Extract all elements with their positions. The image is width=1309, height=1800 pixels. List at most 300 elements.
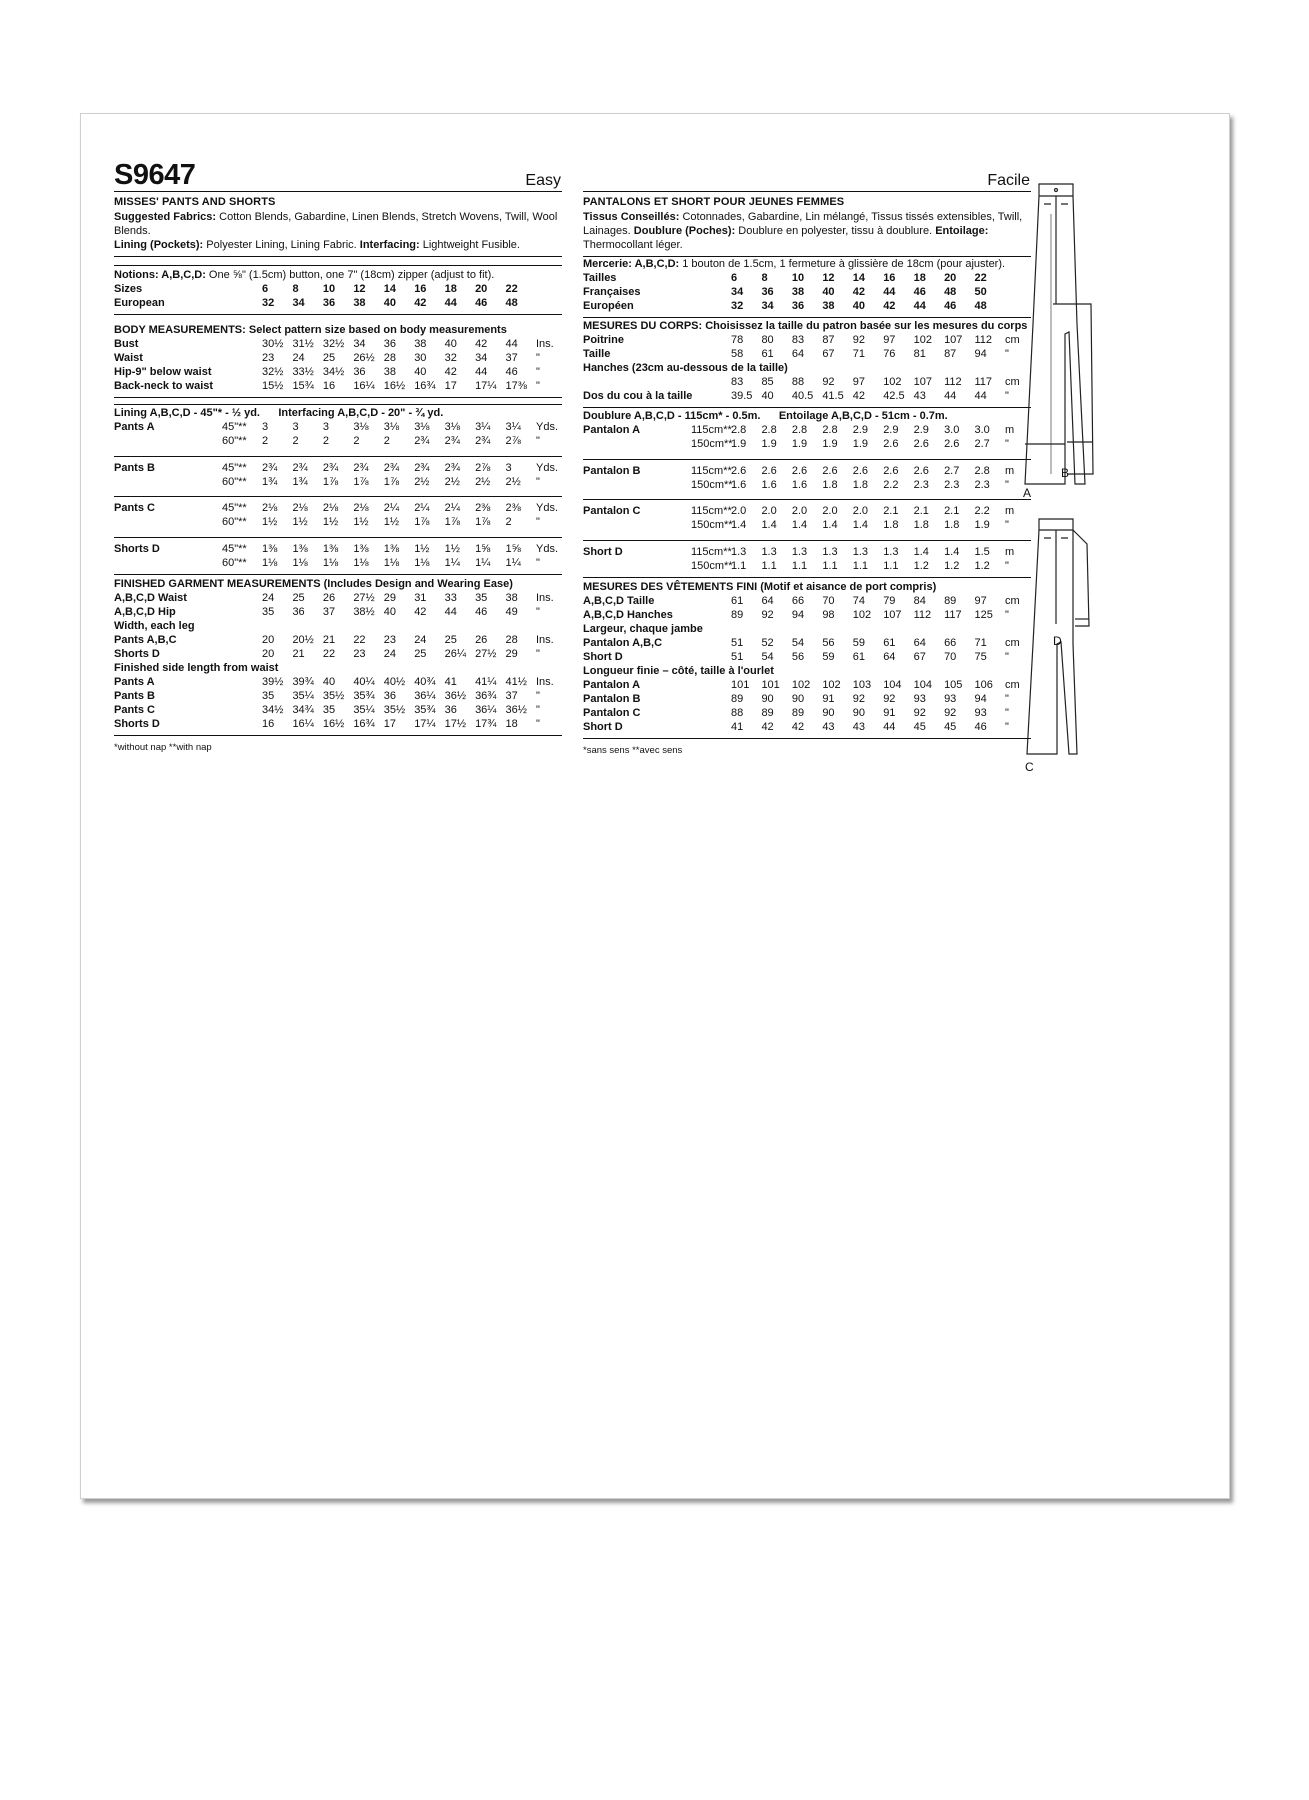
value-cell: 39½ xyxy=(262,675,284,688)
value-cell: 83 xyxy=(791,334,805,346)
fabrics-text: Cotton Blends, Gabardine, Linen Blends, Stretch Wovens, Twill, Wool Blends. xyxy=(114,211,558,237)
row-label: Short D xyxy=(583,650,623,663)
value-cell: 42 xyxy=(414,297,427,309)
value-cell: 44 xyxy=(944,390,957,402)
value-cell: 2¾ xyxy=(414,461,430,474)
unit-cell: " xyxy=(1005,519,1009,531)
value-cell: 2.3 xyxy=(913,478,929,491)
notions-text: One ⅝" (1.5cm) button, one 7" (18cm) zipper (adjust to fit). xyxy=(208,269,495,281)
value-cell: 43 xyxy=(852,720,865,733)
table-row xyxy=(583,650,1031,664)
row-label: Short D xyxy=(583,720,623,733)
value-cell: 2.6 xyxy=(731,464,747,477)
value-cell: 102 xyxy=(791,678,811,691)
value-cell: 1.2 xyxy=(944,559,960,572)
row-sub-label: 60"** xyxy=(222,516,247,528)
value-cell: 36½ xyxy=(505,703,527,716)
row-sub-label xyxy=(222,337,262,351)
value-cell: 1⅞ xyxy=(353,475,369,488)
unit-cell: " xyxy=(1005,438,1009,450)
value-cell: 2 xyxy=(262,435,269,447)
value-cell: 61 xyxy=(852,650,865,663)
table-row xyxy=(583,423,1031,437)
value-cell: 1¾ xyxy=(292,475,308,488)
value-cell: 1⅜ xyxy=(262,542,278,555)
value-cell: 38 xyxy=(383,366,396,378)
value-cell: 24 xyxy=(383,647,396,660)
value-cell: 25 xyxy=(414,647,427,660)
value-cell: 2.3 xyxy=(974,478,990,491)
value-cell: 2¾ xyxy=(322,461,339,474)
value-cell: 92 xyxy=(852,334,865,346)
value-cell: 81 xyxy=(913,348,926,360)
finished-table-fr xyxy=(583,594,1031,734)
value-cell: 44 xyxy=(974,390,987,402)
unit-cell: " xyxy=(536,352,540,364)
value-cell: 40½ xyxy=(383,675,406,688)
value-cell: 42 xyxy=(761,720,774,733)
value-cell: 1.8 xyxy=(944,519,960,531)
value-cell: 43 xyxy=(913,390,926,402)
row-sub-label xyxy=(691,678,731,692)
value-cell: 1⅝ xyxy=(505,542,521,555)
value-cell: 61 xyxy=(731,594,744,607)
subheading-row xyxy=(583,664,1031,678)
table-row xyxy=(583,299,1031,313)
value-cell: 1½ xyxy=(292,516,308,528)
value-cell: 43 xyxy=(822,720,835,733)
value-cell: 15½ xyxy=(262,380,284,392)
body-heading-fr: MESURES DU CORPS: Choisissez la taille du patron basée sur les mesures du corps xyxy=(583,320,1028,332)
value-cell: 3⅛ xyxy=(353,421,369,433)
value-cell: 1.9 xyxy=(974,519,990,531)
value-cell: 46 xyxy=(475,605,488,618)
interfacing-yardage: Interfacing A,B,C,D - 20" - ¾ yd. xyxy=(278,407,444,419)
row-label xyxy=(114,475,222,489)
value-cell: 64 xyxy=(791,348,805,360)
unit-cell: cm xyxy=(1005,594,1020,607)
value-cell: 1⅜ xyxy=(353,542,369,555)
row-label: Back-neck to waist xyxy=(114,380,214,392)
unit-cell: Ins. xyxy=(536,675,554,688)
table-row xyxy=(583,478,1031,492)
value-cell: 1⅞ xyxy=(383,475,400,488)
value-cell: 2.9 xyxy=(852,424,869,436)
unit-cell: " xyxy=(1005,559,1009,572)
value-cell: 1½ xyxy=(262,516,278,528)
value-cell: 2 xyxy=(505,516,512,528)
value-cell: 42 xyxy=(475,338,488,350)
view-c-drawing xyxy=(1027,519,1077,754)
unit-cell: cm xyxy=(1005,678,1020,691)
row-subheading: Largeur, chaque jambe xyxy=(583,622,703,635)
value-cell: 40 xyxy=(822,286,835,298)
view-d-label: D xyxy=(1053,634,1062,648)
value-cell: 1¼ xyxy=(444,556,460,569)
value-cell: 92 xyxy=(852,692,865,705)
row-sub-label: 115cm** xyxy=(691,545,732,558)
value-cell: 49 xyxy=(505,605,518,618)
row-sub-label: 150cm** xyxy=(691,478,733,491)
row-label: Hip-9" below waist xyxy=(114,366,212,378)
table-row xyxy=(114,633,562,647)
value-cell: 24 xyxy=(262,591,275,604)
table-row xyxy=(583,608,1031,622)
value-cell: 71 xyxy=(974,636,987,649)
value-cell: 92 xyxy=(822,376,835,388)
unit-cell: m xyxy=(1005,424,1015,436)
value-cell: 112 xyxy=(913,608,932,621)
value-cell: 1.9 xyxy=(822,438,838,450)
fabric-info xyxy=(114,192,562,257)
row-label: Pantalon A,B,C xyxy=(583,636,663,649)
value-cell: 97 xyxy=(852,376,865,388)
difficulty-label: Easy xyxy=(525,172,561,189)
value-cell: 16 xyxy=(414,283,427,295)
unit-cell: cm xyxy=(1005,334,1020,346)
row-label: Pantalon B xyxy=(583,464,641,477)
value-cell: 2½ xyxy=(505,475,521,488)
value-cell: 1.4 xyxy=(761,519,777,531)
value-cell: 102 xyxy=(822,678,841,691)
value-cell: 1¼ xyxy=(505,556,521,569)
value-cell: 1⅜ xyxy=(292,542,308,555)
unit-cell: m xyxy=(1005,464,1015,477)
value-cell: 2½ xyxy=(414,475,430,488)
row-label xyxy=(583,518,691,532)
value-cell: 36 xyxy=(322,297,336,309)
value-cell: 79 xyxy=(883,594,896,607)
unit-cell: Ins. xyxy=(536,633,554,646)
value-cell: 1½ xyxy=(353,516,369,528)
value-cell: 21 xyxy=(322,633,336,646)
value-cell: 46 xyxy=(475,297,488,309)
table-row xyxy=(114,337,562,351)
value-cell: 35½ xyxy=(322,689,345,702)
value-cell: 76 xyxy=(883,348,896,360)
value-cell: 2.6 xyxy=(852,464,869,477)
row-sub-label xyxy=(222,689,262,703)
value-cell: 104 xyxy=(913,678,932,691)
value-cell: 2.8 xyxy=(822,424,838,436)
value-cell: 1.1 xyxy=(852,559,869,572)
row-sub-label: 45"** xyxy=(222,502,247,514)
unit-cell: " xyxy=(536,703,540,716)
value-cell: 1½ xyxy=(444,542,460,555)
value-cell: 39¾ xyxy=(292,675,314,688)
value-cell: 23 xyxy=(383,633,396,646)
row-sub-label: 150cm** xyxy=(691,519,733,531)
value-cell: 27½ xyxy=(353,591,375,604)
value-cell: 2.1 xyxy=(913,505,929,517)
value-cell: 3 xyxy=(322,421,329,433)
value-cell: 1.6 xyxy=(791,478,808,491)
value-cell: 42.5 xyxy=(883,390,905,402)
value-cell: 59 xyxy=(852,636,865,649)
row-label: Pantalon C xyxy=(583,706,641,719)
row-sub-label xyxy=(691,636,731,650)
value-cell: 32 xyxy=(444,352,457,364)
unit-cell: " xyxy=(1005,720,1009,733)
value-cell: 97 xyxy=(883,334,896,346)
value-cell: 46 xyxy=(944,300,957,312)
table-row xyxy=(114,703,562,717)
value-cell: 105 xyxy=(944,678,963,691)
size-table-fr xyxy=(583,271,1031,313)
fabrics-label-fr: Tissus Conseillés: xyxy=(583,211,680,223)
value-cell: 31½ xyxy=(292,338,314,350)
row-sub-label xyxy=(691,594,731,608)
table-row xyxy=(114,282,562,296)
interfacing-yardage-fr: Entoilage A,B,C,D - 51cm - 0.7m. xyxy=(778,410,948,422)
value-cell: 39.5 xyxy=(731,390,753,402)
value-cell: 90 xyxy=(852,706,865,719)
value-cell: 1⅛ xyxy=(383,556,400,569)
value-cell: 91 xyxy=(883,706,896,719)
value-cell: 1⅜ xyxy=(383,542,400,555)
value-cell: 52 xyxy=(761,636,774,649)
row-sub-label xyxy=(222,591,262,605)
unit-cell: Ins. xyxy=(536,338,554,350)
value-cell: 1.3 xyxy=(852,545,869,558)
value-cell: 20 xyxy=(262,633,275,646)
spacer-row xyxy=(583,532,1031,540)
value-cell: 22 xyxy=(505,283,518,295)
unit-cell: m xyxy=(1005,505,1015,517)
value-cell: 40 xyxy=(444,338,457,350)
value-cell: 35¼ xyxy=(292,689,314,702)
value-cell: 35¾ xyxy=(414,703,436,716)
value-cell: 12 xyxy=(353,283,366,295)
unit-cell: " xyxy=(1005,348,1009,360)
table-row xyxy=(583,285,1031,299)
value-cell: 89 xyxy=(944,594,957,607)
value-cell: 71 xyxy=(852,348,865,360)
table-row xyxy=(114,501,562,515)
value-cell: 46 xyxy=(913,286,926,298)
garment-title-fr: PANTALONS ET SHORT POUR JEUNES FEMMES xyxy=(583,196,845,208)
table-row xyxy=(583,437,1031,451)
row-label: Taille xyxy=(583,348,611,360)
value-cell: 23 xyxy=(353,647,366,660)
row-sub-label: 45"** xyxy=(222,461,247,474)
value-cell: 15¾ xyxy=(292,380,314,392)
subheading-row xyxy=(583,361,1031,375)
value-cell: 78 xyxy=(731,334,744,346)
value-cell: 42 xyxy=(852,390,865,402)
table-row xyxy=(114,296,562,310)
value-cell: 37 xyxy=(505,689,518,702)
value-cell: 30½ xyxy=(262,338,284,350)
value-cell: 29 xyxy=(383,591,396,604)
value-cell: 40 xyxy=(761,390,774,402)
value-cell: 16¾ xyxy=(353,717,375,730)
row-label: A,B,C,D Waist xyxy=(114,591,187,604)
value-cell: 12 xyxy=(822,272,835,284)
table-row xyxy=(583,706,1031,720)
value-cell: 2¾ xyxy=(444,461,460,474)
value-cell: 54 xyxy=(791,636,805,649)
spacer-row xyxy=(114,529,562,537)
value-cell: 2.1 xyxy=(944,505,960,517)
value-cell: 93 xyxy=(944,692,957,705)
value-cell: 1.3 xyxy=(883,545,899,558)
row-sub-label xyxy=(222,351,262,365)
value-cell: 3¼ xyxy=(475,421,491,433)
pattern-envelope-back xyxy=(80,113,1230,1499)
value-cell: 45 xyxy=(913,720,926,733)
value-cell: 2⅛ xyxy=(262,502,278,514)
unit-cell: cm xyxy=(1005,636,1020,649)
unit-cell: cm xyxy=(1005,376,1020,388)
value-cell: 40 xyxy=(322,675,336,688)
unit-cell: " xyxy=(1005,478,1009,491)
body-table xyxy=(114,337,562,393)
table-row xyxy=(583,594,1031,608)
row-sub-label: 45"** xyxy=(222,421,247,433)
unit-cell: " xyxy=(1005,608,1009,621)
value-cell: 101 xyxy=(761,678,780,691)
value-cell: 25 xyxy=(292,591,305,604)
row-label: Européen xyxy=(583,300,634,312)
value-cell: 64 xyxy=(913,636,926,649)
table-row xyxy=(583,504,1031,518)
value-cell: 16¾ xyxy=(414,380,436,392)
difficulty-label-fr: Facile xyxy=(987,172,1030,189)
value-cell: 20½ xyxy=(292,633,314,646)
value-cell: 1½ xyxy=(383,516,400,528)
value-cell: 31 xyxy=(414,591,427,604)
row-label xyxy=(114,515,222,529)
value-cell: 1⅛ xyxy=(414,556,430,569)
row-sub-label: 60"** xyxy=(222,475,247,488)
value-cell: 16¼ xyxy=(292,717,314,730)
row-label: Shorts D xyxy=(114,717,160,730)
value-cell: 2.9 xyxy=(883,424,899,436)
table-row xyxy=(114,461,562,475)
row-subheading: Hanches (23cm au-dessous de la taille) xyxy=(583,362,788,374)
value-cell: 8 xyxy=(761,272,768,284)
table-row xyxy=(583,271,1031,285)
table-row xyxy=(583,545,1031,559)
value-cell: 40 xyxy=(852,300,865,312)
value-cell: 89 xyxy=(791,706,805,719)
value-cell: 36¼ xyxy=(414,689,436,702)
value-cell: 54 xyxy=(761,650,774,663)
view-a-label: A xyxy=(1023,486,1032,500)
value-cell: 22 xyxy=(322,647,336,660)
english-header xyxy=(114,160,562,192)
table-row xyxy=(583,692,1031,706)
value-cell: 40 xyxy=(383,605,396,618)
value-cell: 25 xyxy=(322,352,336,364)
value-cell: 40¼ xyxy=(353,675,375,688)
value-cell: 16¼ xyxy=(353,380,375,392)
value-cell: 38½ xyxy=(353,605,375,618)
row-sub-label xyxy=(691,650,731,664)
value-cell: 41½ xyxy=(505,675,527,688)
value-cell: 1.3 xyxy=(822,545,838,558)
spacer-row xyxy=(114,448,562,456)
value-cell: 3⅛ xyxy=(414,421,430,433)
value-cell: 32½ xyxy=(262,366,284,378)
value-cell: 36 xyxy=(761,286,774,298)
value-cell: 2.7 xyxy=(944,464,960,477)
row-sub-label xyxy=(691,285,731,299)
value-cell: 92 xyxy=(913,706,926,719)
body-table-fr xyxy=(583,333,1031,403)
unit-cell: " xyxy=(536,516,540,528)
value-cell: 87 xyxy=(822,334,835,346)
row-label: Shorts D xyxy=(114,647,160,660)
row-sub-label xyxy=(691,720,731,734)
unit-cell xyxy=(536,282,562,296)
lining-label: Lining (Pockets): xyxy=(114,239,204,251)
value-cell: 34 xyxy=(761,300,774,312)
value-cell: 85 xyxy=(761,376,774,388)
row-label: Tailles xyxy=(583,272,617,284)
value-cell: 1⅞ xyxy=(322,475,339,488)
value-cell: 1.8 xyxy=(913,519,929,531)
row-sub-label xyxy=(691,608,731,622)
value-cell: 2¾ xyxy=(292,461,308,474)
value-cell: 2½ xyxy=(444,475,460,488)
value-cell: 2.8 xyxy=(974,464,990,477)
table-row xyxy=(114,365,562,379)
row-sub-label xyxy=(222,717,262,731)
row-sub-label: 150cm** xyxy=(691,438,733,450)
value-cell: 70 xyxy=(822,594,835,607)
value-cell: 42 xyxy=(852,286,865,298)
value-cell: 2.0 xyxy=(761,505,777,517)
value-cell: 90 xyxy=(791,692,805,705)
value-cell: 1.1 xyxy=(883,559,899,572)
table-row xyxy=(114,647,562,661)
row-sub-label: 115cm** xyxy=(691,464,732,477)
yardage-section-fr xyxy=(583,408,1031,578)
value-cell: 28 xyxy=(383,352,396,364)
view-c-label: C xyxy=(1025,760,1034,774)
finished-measurements-fr xyxy=(583,578,1031,739)
value-cell: 41 xyxy=(444,675,457,688)
value-cell: 59 xyxy=(822,650,835,663)
value-cell: 34 xyxy=(475,352,488,364)
value-cell: 2¾ xyxy=(414,435,430,447)
value-cell: 35 xyxy=(475,591,488,604)
value-cell: 89 xyxy=(731,608,744,621)
value-cell: 89 xyxy=(761,706,774,719)
value-cell: 6 xyxy=(262,283,269,295)
value-cell: 2¼ xyxy=(414,502,430,514)
value-cell: 2.1 xyxy=(883,505,899,517)
row-label: Pantalon C xyxy=(583,505,641,517)
value-cell: 36 xyxy=(383,338,396,350)
value-cell: 2⅛ xyxy=(292,502,308,514)
value-cell: 2.3 xyxy=(944,478,960,491)
row-label: A,B,C,D Taille xyxy=(583,594,655,607)
value-cell: 2⅞ xyxy=(475,461,491,474)
value-cell: 74 xyxy=(852,594,865,607)
value-cell: 20 xyxy=(475,283,488,295)
row-sub-label xyxy=(691,271,731,285)
interfacing-text: Lightweight Fusible. xyxy=(422,239,520,251)
table-row xyxy=(114,717,562,731)
value-cell: 26¼ xyxy=(444,647,467,660)
row-label: European xyxy=(114,297,165,309)
value-cell: 14 xyxy=(383,283,396,295)
value-cell: 36½ xyxy=(444,689,467,702)
value-cell: 40 xyxy=(414,366,427,378)
